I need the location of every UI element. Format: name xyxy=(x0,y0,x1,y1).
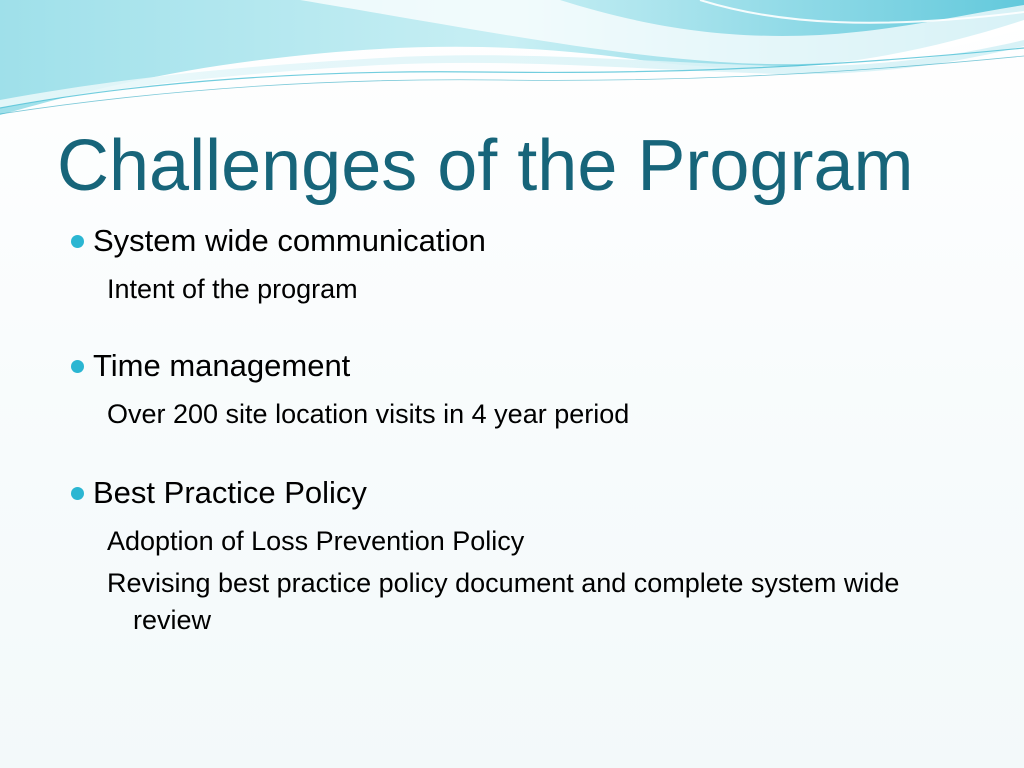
bullet-text: System wide communication xyxy=(93,223,486,258)
bullet-text: Best Practice Policy xyxy=(93,475,367,510)
bullet-item xyxy=(60,347,960,385)
sub-bullet-text: Intent of the program xyxy=(107,274,358,304)
bullet-text: Time management xyxy=(93,348,351,383)
sub-bullet-text: Adoption of Loss Prevention Policy xyxy=(107,526,525,556)
decorative-wave-header xyxy=(0,0,1024,120)
sub-bullet-text: Revising best practice policy document and complete system wide review xyxy=(107,568,900,635)
bullet-list xyxy=(60,222,960,639)
bullet-item xyxy=(60,474,960,512)
slide-title: Challenges of the Program xyxy=(57,126,914,206)
bullet-dot-icon xyxy=(71,487,84,500)
bullet-item xyxy=(60,222,960,260)
bullet-dot-icon xyxy=(71,235,84,248)
sub-bullet-text: Over 200 site location visits in 4 year period xyxy=(107,399,630,429)
bullet-dot-icon xyxy=(71,360,84,373)
